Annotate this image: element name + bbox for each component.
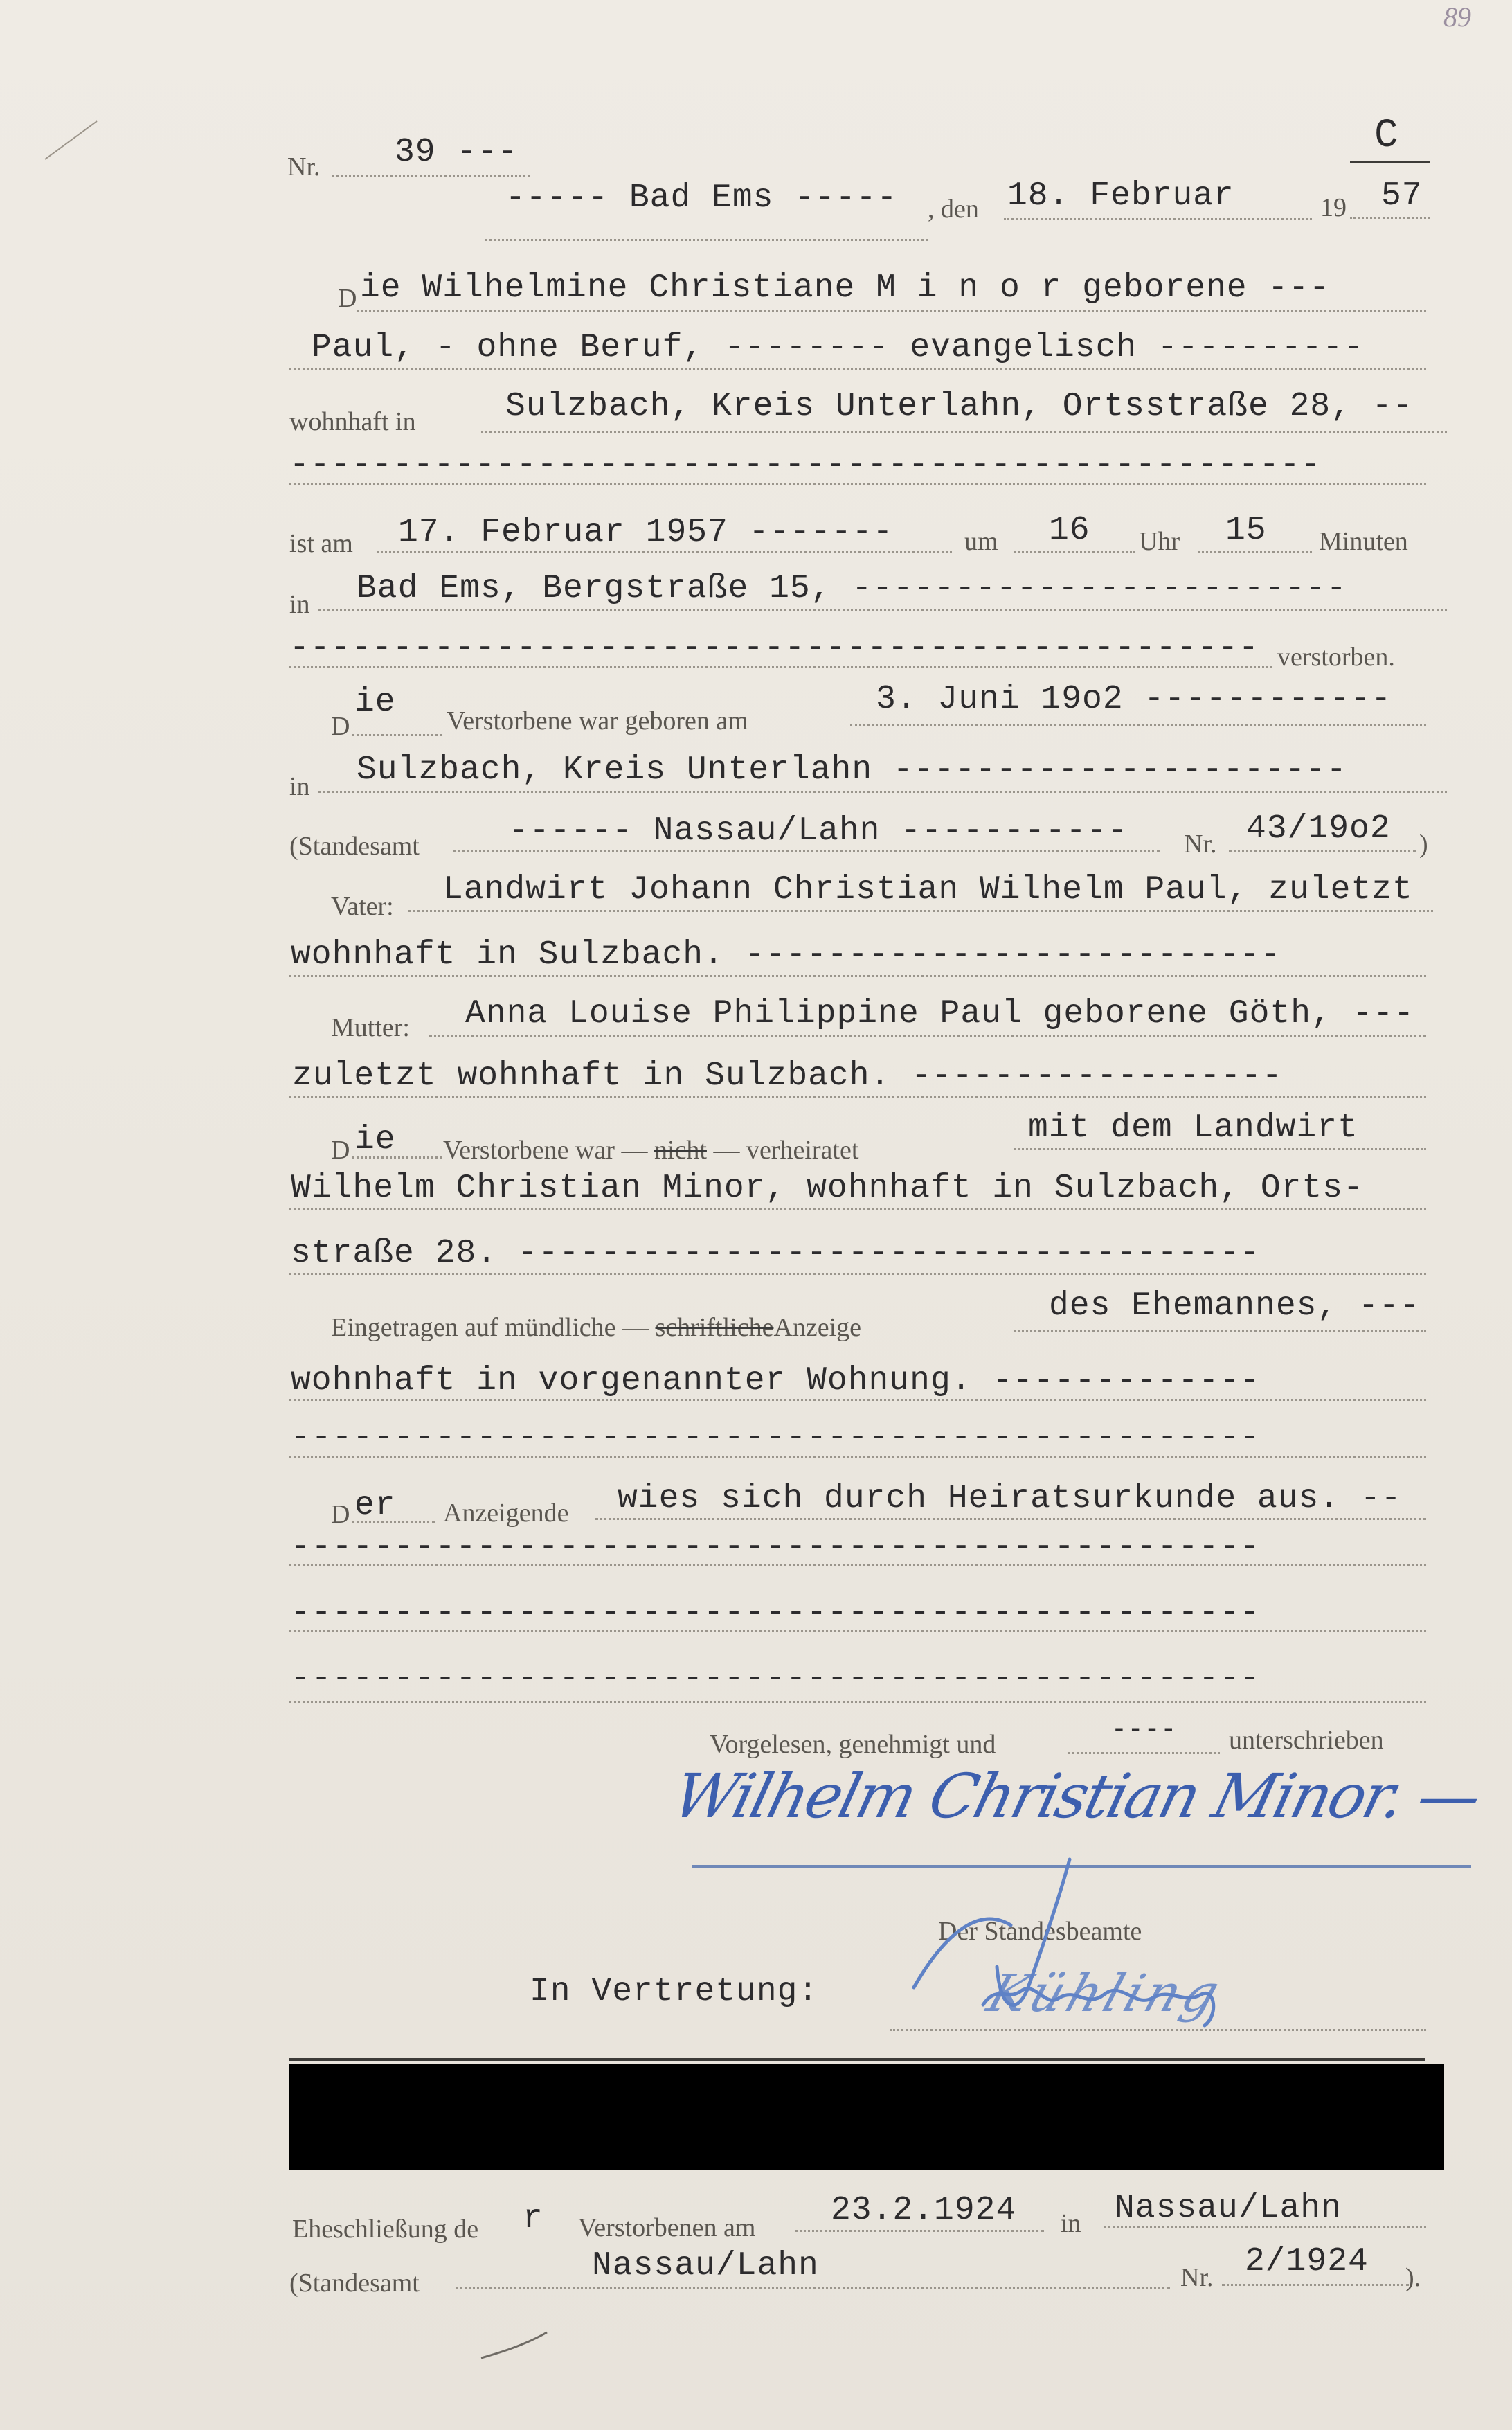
dotted-line (377, 551, 952, 553)
dotted-line (289, 975, 1426, 977)
dotted-line (1229, 850, 1416, 852)
informant-line-3: ----------------------------------------------- (291, 1594, 1261, 1632)
marriage-struck-word: nicht (654, 1136, 707, 1165)
dotted-line (1014, 1330, 1426, 1332)
dotted-line (456, 2287, 1170, 2289)
dotted-line (289, 1564, 1426, 1566)
dotted-line (352, 1156, 442, 1159)
dotted-line (1350, 217, 1430, 219)
residence: Sulzbach, Kreis Unterlahn, Ortsstraße 28, -- (505, 388, 1414, 425)
birth-article: ie (354, 684, 396, 721)
dotted-line (1198, 551, 1312, 553)
deceased-line-2: Paul, - ohne Beruf, -------- evangelisch ---------- (312, 329, 1365, 366)
registrar-label: Der Standesbeamte (938, 1917, 1142, 1946)
dotted-line (318, 609, 1447, 611)
registrar-signature-stroke (886, 1856, 1329, 2064)
dotted-line (485, 239, 928, 241)
dotted-line (289, 1208, 1426, 1210)
year-suffix: 57 (1381, 177, 1423, 215)
birth-registry: ------ Nassau/Lahn ----------- (509, 812, 1128, 850)
marriage-initial: D (331, 1136, 350, 1165)
dotted-line (595, 1518, 1426, 1520)
marriage-war-text: Verstorbene war — (443, 1136, 648, 1165)
report-label (331, 1314, 861, 1341)
dotted-line (850, 724, 1426, 726)
birth-nr-label: Nr. (1184, 830, 1217, 859)
dotted-line (429, 1035, 1426, 1037)
deceased-initial: D (338, 284, 357, 313)
dotted-line (357, 310, 1426, 312)
marriage-line-3: straße 28. ------------------------------------ (291, 1235, 1261, 1272)
death-date-label: ist am (289, 529, 353, 558)
footer-registry: Nassau/Lahn (592, 2247, 819, 2285)
death-hour: 16 (1049, 512, 1090, 549)
signed-label-post: unterschrieben (1229, 1726, 1384, 1755)
dotted-line (1014, 551, 1135, 553)
letter-underline (1350, 161, 1430, 163)
marriage-line-1: mit dem Landwirt (1028, 1109, 1358, 1147)
date: 18. Februar (1007, 177, 1234, 215)
dotted-line (289, 666, 1272, 668)
stray-mark-top-left (42, 118, 104, 166)
stray-mark-bottom-left (478, 2327, 554, 2368)
report-label-pre: Eingetragen auf mündliche — (331, 1313, 649, 1342)
report-label-post: Anzeige (773, 1313, 862, 1342)
informant-line-4: ----------------------------------------------- (291, 1660, 1261, 1697)
redaction-bar (289, 2064, 1444, 2170)
father-line-2: wohnhaft in Sulzbach. -------------------------- (291, 936, 1281, 974)
informant-article: er (354, 1487, 396, 1524)
dotted-line (1004, 218, 1312, 220)
date-label: , den (928, 195, 979, 224)
informant-line-1: wies sich durch Heiratsurkunde aus. -- (618, 1480, 1402, 1517)
dotted-line (1014, 1148, 1426, 1150)
register-number-label: Nr. (287, 152, 321, 181)
hour-label: um (964, 527, 998, 556)
minutes-label: Minuten (1319, 527, 1408, 556)
father-line-1: Landwirt Johann Christian Wilhelm Paul, zuletzt (443, 871, 1413, 909)
dotted-line (289, 1096, 1426, 1098)
dotted-line (481, 431, 1447, 433)
dotted-line (289, 1630, 1426, 1632)
uhr-label: Uhr (1139, 527, 1180, 556)
dotted-line (352, 1521, 435, 1523)
footer-marriage-place: Nassau/Lahn (1115, 2190, 1342, 2227)
mother-line-1: Anna Louise Philippine Paul geborene Göth, --- (465, 995, 1415, 1033)
dotted-line (289, 1701, 1426, 1703)
dotted-line (318, 791, 1447, 793)
deceased-line-1: ie Wilhelmine Christiane M i n o r geborene --- (360, 269, 1330, 307)
informant-label: Anzeigende (443, 1499, 569, 1528)
dotted-line (289, 1273, 1426, 1275)
footer-marriage-label: Eheschließung de (292, 2215, 479, 2244)
folio-number: 89 (1443, 1, 1471, 33)
footer-registry-number: 2/1924 (1245, 2243, 1369, 2280)
registrar-signature-text: Kühling (980, 1964, 1231, 2023)
birth-initial: D (331, 712, 350, 741)
death-minutes: 15 (1225, 512, 1267, 549)
father-label: Vater: (331, 892, 394, 921)
residence-line-2: -------------------------------------------------- (289, 447, 1322, 484)
place: ----- Bad Ems ----- (505, 179, 898, 217)
dotted-line (1068, 1752, 1220, 1754)
birth-date: 3. Juni 19o2 ------------ (876, 681, 1392, 718)
form-letter: C (1374, 114, 1399, 159)
footer-marriage-date: 23.2.1924 (831, 2192, 1017, 2229)
dotted-line (289, 1399, 1426, 1401)
footer-close-paren: ). (1405, 2263, 1421, 2292)
dotted-line (408, 910, 1433, 912)
birth-close-paren: ) (1419, 830, 1428, 859)
marriage-war-label (443, 1137, 858, 1163)
dotted-line (352, 734, 442, 736)
footer-nr-label: Nr. (1180, 2263, 1214, 2292)
in-vertretung: In Vertretung: (530, 1973, 819, 2010)
footer-in-label: in (1061, 2209, 1081, 2238)
dotted-line (289, 483, 1426, 485)
marriage-article: ie (354, 1121, 396, 1159)
death-place-line-2: ----------------------------------------------- (289, 629, 1259, 667)
dotted-line (453, 850, 1160, 852)
mother-line-2: zuletzt wohnhaft in Sulzbach. ------------------ (292, 1057, 1283, 1095)
informant-line-2: ----------------------------------------------- (291, 1528, 1261, 1566)
report-line-3: ----------------------------------------------- (291, 1419, 1261, 1456)
dotted-line (1222, 2284, 1409, 2286)
death-place-label: in (289, 590, 310, 619)
verstorben-label: verstorben. (1277, 643, 1395, 672)
section-divider (289, 2058, 1425, 2061)
dotted-line (795, 2230, 1044, 2232)
marriage-line-2: Wilhelm Christian Minor, wohnhaft in Sulzbach, Orts- (291, 1170, 1364, 1207)
footer-deceased-label: Verstorbenen am (578, 2213, 756, 2242)
report-line-1: des Ehemannes, --- (1049, 1287, 1421, 1325)
signed-label-pre: Vorgelesen, genehmigt und (710, 1730, 996, 1759)
dotted-line (289, 368, 1426, 370)
informant-initial: D (331, 1500, 350, 1529)
report-struck-word: schriftliche (655, 1313, 774, 1342)
born-label: Verstorbene war geboren am (447, 706, 748, 735)
residence-label: wohnhaft in (289, 407, 416, 436)
register-number: 39 --- (395, 134, 519, 171)
report-line-2: wohnhaft in vorgenannter Wohnung. ------------- (291, 1362, 1261, 1400)
birth-registry-number: 43/19o2 (1246, 810, 1391, 848)
footer-standesamt-label: (Standesamt (289, 2269, 420, 2298)
registrar-signature (886, 1856, 1329, 2067)
marriage-verheiratet-text: — verheiratet (713, 1136, 859, 1165)
dotted-line (332, 175, 530, 177)
dotted-line (289, 1456, 1426, 1458)
death-date: 17. Februar 1957 ------- (398, 514, 894, 551)
signed-fill: ---- (1111, 1715, 1178, 1745)
standesamt-label: (Standesamt (289, 832, 420, 861)
birth-place: Sulzbach, Kreis Unterlahn ---------------------- (357, 751, 1347, 789)
birth-place-label: in (289, 772, 310, 801)
mother-label: Mutter: (331, 1013, 410, 1042)
death-place: Bad Ems, Bergstraße 15, ------------------------ (357, 570, 1347, 607)
year-prefix: 19 (1320, 193, 1347, 222)
informant-signature: Wilhelm Christian Minor. — (666, 1760, 1487, 1832)
footer-article: r (523, 2200, 543, 2237)
